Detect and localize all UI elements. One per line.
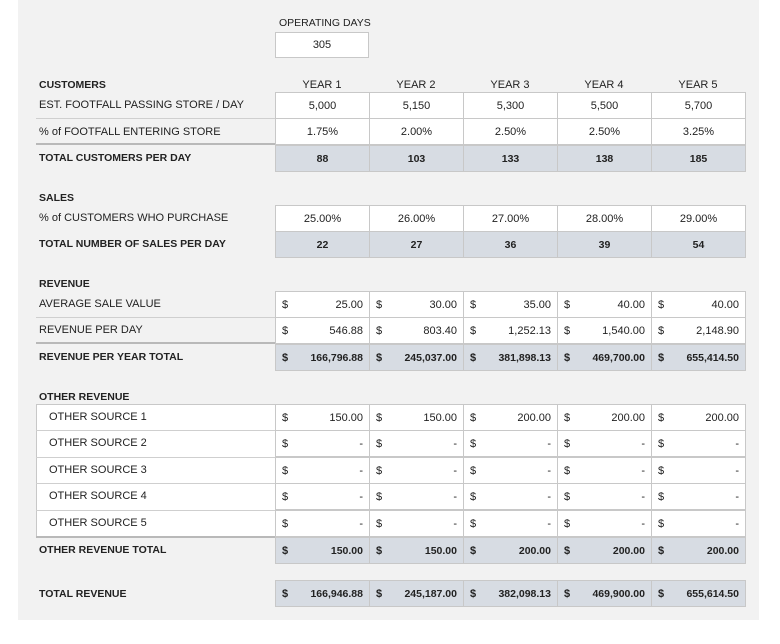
value-cell[interactable] — [463, 483, 558, 510]
cell-value: 88 — [316, 152, 329, 165]
cell-value: - — [735, 490, 739, 503]
cell-value: 200.00 — [517, 411, 551, 424]
year-header: YEAR 4 — [584, 79, 624, 91]
value-cell[interactable] — [651, 118, 746, 145]
value-cell[interactable] — [369, 317, 464, 344]
sales-title: SALES — [39, 192, 75, 204]
cell-value: - — [735, 464, 739, 477]
cell-value: - — [453, 437, 457, 450]
dollar-sign: $ — [470, 298, 477, 311]
value-cell[interactable] — [369, 92, 464, 119]
value-cell[interactable] — [651, 457, 746, 484]
cell-value: - — [735, 437, 739, 450]
total-cell — [651, 145, 746, 172]
avg-sale-label: AVERAGE SALE VALUE — [39, 298, 161, 310]
dollar-sign: $ — [564, 437, 571, 450]
cell-value: 150.00 — [330, 544, 363, 557]
value-cell[interactable] — [275, 483, 370, 510]
dollar-sign: $ — [376, 298, 383, 311]
cell-value: - — [735, 517, 739, 530]
total-cell — [651, 231, 746, 258]
value-cell[interactable] — [463, 430, 558, 457]
cell-value: 138 — [595, 152, 614, 165]
dollar-sign: $ — [282, 298, 289, 311]
cell-value: - — [641, 490, 645, 503]
value-cell[interactable] — [275, 92, 370, 119]
cell-value: 166,796.88 — [310, 351, 363, 364]
dollar-sign: $ — [658, 437, 665, 450]
cell-value: 1,540.00 — [602, 324, 645, 337]
total-cell — [369, 537, 464, 564]
dollar-sign: $ — [282, 587, 289, 600]
value-cell[interactable] — [369, 457, 464, 484]
value-cell[interactable] — [651, 291, 746, 318]
total-cell — [557, 145, 652, 172]
operating-days-label: OPERATING DAYS — [279, 17, 371, 29]
dollar-sign: $ — [376, 351, 383, 364]
total-cell — [275, 537, 370, 564]
dollar-sign: $ — [376, 587, 383, 600]
other-source-label: OTHER SOURCE 2 — [49, 437, 147, 449]
dollar-sign: $ — [282, 517, 289, 530]
dollar-sign: $ — [470, 437, 477, 450]
dollar-sign: $ — [282, 437, 289, 450]
cell-value: - — [641, 437, 645, 450]
cell-value: 40.00 — [711, 298, 739, 311]
total-cell — [369, 231, 464, 258]
value-cell[interactable] — [557, 92, 652, 119]
dollar-sign: $ — [658, 411, 665, 424]
cell-value: 150.00 — [423, 411, 457, 424]
dollar-sign: $ — [470, 587, 477, 600]
cell-value: 200.00 — [518, 544, 551, 557]
cell-value: 25.00 — [335, 298, 363, 311]
value-cell[interactable] — [275, 404, 370, 431]
total-cell — [463, 537, 558, 564]
operating-days-input[interactable]: 305 — [275, 32, 369, 58]
dollar-sign: $ — [564, 544, 571, 557]
cell-value: - — [359, 517, 363, 530]
value-cell[interactable] — [651, 404, 746, 431]
cell-value: - — [547, 517, 551, 530]
cell-value: 26.00% — [397, 212, 436, 225]
cell-value: 546.88 — [329, 324, 363, 337]
dollar-sign: $ — [564, 298, 571, 311]
dollar-sign: $ — [564, 351, 571, 364]
total-cell — [369, 580, 464, 607]
dollar-sign: $ — [658, 544, 665, 557]
value-cell[interactable] — [275, 205, 370, 232]
cell-value: 469,900.00 — [592, 587, 645, 600]
cell-value: 5,500 — [590, 99, 619, 112]
dollar-sign: $ — [564, 464, 571, 477]
value-cell[interactable] — [463, 291, 558, 318]
cell-value: 150.00 — [329, 411, 363, 424]
dollar-sign: $ — [282, 324, 289, 337]
cell-value: 200.00 — [612, 544, 645, 557]
value-cell[interactable] — [463, 404, 558, 431]
dollar-sign: $ — [376, 517, 383, 530]
total-cell — [275, 145, 370, 172]
total-cell — [557, 537, 652, 564]
other-source-label: OTHER SOURCE 4 — [49, 490, 147, 502]
cell-value: 245,187.00 — [404, 587, 457, 600]
cell-value: 185 — [689, 152, 708, 165]
spreadsheet — [18, 0, 759, 620]
value-cell[interactable] — [557, 483, 652, 510]
cell-value: 245,037.00 — [404, 351, 457, 364]
cell-value: 655,614.50 — [686, 587, 739, 600]
cell-value: 2.50% — [494, 125, 527, 138]
value-cell[interactable] — [557, 404, 652, 431]
value-cell[interactable] — [463, 118, 558, 145]
total-cell — [463, 231, 558, 258]
dollar-sign: $ — [564, 587, 571, 600]
dollar-sign: $ — [470, 351, 477, 364]
total-cell — [463, 580, 558, 607]
dollar-sign: $ — [470, 464, 477, 477]
cell-value: 803.40 — [423, 324, 457, 337]
cell-value: 36 — [504, 238, 517, 251]
dollar-sign: $ — [282, 490, 289, 503]
cell-value: 25.00% — [303, 212, 342, 225]
cell-value: 2,148.90 — [696, 324, 739, 337]
value-cell[interactable] — [369, 205, 464, 232]
cell-value: 29.00% — [679, 212, 718, 225]
value-cell[interactable] — [369, 404, 464, 431]
cell-value: 3.25% — [682, 125, 715, 138]
value-cell[interactable] — [463, 92, 558, 119]
cell-value: 655,414.50 — [686, 351, 739, 364]
cell-value: 40.00 — [617, 298, 645, 311]
value-cell[interactable] — [463, 510, 558, 537]
value-cell[interactable] — [275, 118, 370, 145]
value-cell[interactable] — [557, 205, 652, 232]
other-source-label: OTHER SOURCE 1 — [49, 411, 147, 423]
cell-value: - — [641, 464, 645, 477]
cell-value: - — [547, 437, 551, 450]
value-cell[interactable] — [275, 510, 370, 537]
total-sales-label: TOTAL NUMBER OF SALES PER DAY — [39, 238, 226, 250]
total-cell — [463, 145, 558, 172]
value-cell[interactable] — [463, 317, 558, 344]
cell-value: - — [359, 437, 363, 450]
cell-value: - — [547, 464, 551, 477]
year-header: YEAR 3 — [490, 79, 530, 91]
value-cell[interactable] — [557, 118, 652, 145]
value-cell[interactable] — [651, 92, 746, 119]
value-cell[interactable] — [557, 510, 652, 537]
total-cell — [557, 344, 652, 371]
value-cell[interactable] — [275, 291, 370, 318]
value-cell[interactable] — [369, 118, 464, 145]
revenue-title: REVENUE — [39, 278, 90, 290]
total-cell — [651, 344, 746, 371]
dollar-sign: $ — [376, 544, 383, 557]
cell-value: - — [453, 464, 457, 477]
total-revenue-label: TOTAL REVENUE — [39, 588, 127, 600]
footfall-label: EST. FOOTFALL PASSING STORE / DAY — [39, 99, 244, 111]
value-cell[interactable] — [463, 457, 558, 484]
year-header: YEAR 5 — [678, 79, 718, 91]
cell-value: 200.00 — [706, 544, 739, 557]
value-cell[interactable] — [651, 317, 746, 344]
dollar-sign: $ — [658, 351, 665, 364]
value-cell[interactable] — [557, 317, 652, 344]
cell-value: - — [453, 517, 457, 530]
cell-value: 1.75% — [306, 125, 339, 138]
value-cell[interactable] — [557, 457, 652, 484]
dollar-sign: $ — [282, 464, 289, 477]
cell-value: 133 — [501, 152, 520, 165]
dollar-sign: $ — [564, 411, 571, 424]
total-customers-label: TOTAL CUSTOMERS PER DAY — [39, 152, 192, 164]
value-cell[interactable] — [557, 291, 652, 318]
cell-value: 35.00 — [523, 298, 551, 311]
dollar-sign: $ — [376, 464, 383, 477]
cell-value: 1,252.13 — [508, 324, 551, 337]
value-cell[interactable] — [369, 510, 464, 537]
total-cell — [651, 537, 746, 564]
value-cell[interactable] — [275, 457, 370, 484]
cell-value: 200.00 — [705, 411, 739, 424]
cell-value: 54 — [692, 238, 705, 251]
cell-value: 5,150 — [402, 99, 431, 112]
other-revenue-title: OTHER REVENUE — [39, 391, 130, 403]
cell-value: 30.00 — [429, 298, 457, 311]
cell-value: - — [359, 490, 363, 503]
dollar-sign: $ — [658, 517, 665, 530]
dollar-sign: $ — [470, 411, 477, 424]
cell-value: 200.00 — [611, 411, 645, 424]
dollar-sign: $ — [376, 324, 383, 337]
total-cell — [463, 344, 558, 371]
cell-value: - — [641, 517, 645, 530]
total-cell — [369, 145, 464, 172]
value-cell[interactable] — [651, 510, 746, 537]
dollar-sign: $ — [282, 411, 289, 424]
revenue-per-year-label: REVENUE PER YEAR TOTAL — [39, 351, 184, 363]
value-cell[interactable] — [369, 483, 464, 510]
dollar-sign: $ — [282, 351, 289, 364]
dollar-sign: $ — [564, 490, 571, 503]
total-cell — [369, 344, 464, 371]
cell-value: - — [453, 490, 457, 503]
cell-value: - — [359, 464, 363, 477]
cell-value: 150.00 — [424, 544, 457, 557]
total-cell — [651, 580, 746, 607]
dollar-sign: $ — [658, 298, 665, 311]
year-header: YEAR 1 — [302, 79, 342, 91]
revenue-per-day-label: REVENUE PER DAY — [39, 324, 143, 336]
total-cell — [557, 580, 652, 607]
value-cell[interactable] — [369, 430, 464, 457]
customers-title: CUSTOMERS — [39, 79, 106, 91]
value-cell[interactable] — [369, 291, 464, 318]
dollar-sign: $ — [282, 544, 289, 557]
year-header: YEAR 2 — [396, 79, 436, 91]
cell-value: 5,700 — [684, 99, 713, 112]
other-revenue-total-label: OTHER REVENUE TOTAL — [39, 544, 167, 556]
dollar-sign: $ — [376, 490, 383, 503]
cell-value: 22 — [316, 238, 329, 251]
dollar-sign: $ — [376, 411, 383, 424]
cell-value: 103 — [407, 152, 426, 165]
dollar-sign: $ — [564, 324, 571, 337]
dollar-sign: $ — [470, 517, 477, 530]
cell-value: 27 — [410, 238, 423, 251]
dollar-sign: $ — [470, 544, 477, 557]
value-cell[interactable] — [463, 205, 558, 232]
value-cell[interactable] — [557, 430, 652, 457]
value-cell[interactable] — [275, 430, 370, 457]
total-cell — [557, 231, 652, 258]
value-cell[interactable] — [651, 483, 746, 510]
other-source-label: OTHER SOURCE 3 — [49, 464, 147, 476]
dollar-sign: $ — [564, 517, 571, 530]
dollar-sign: $ — [658, 587, 665, 600]
cell-value: 2.50% — [588, 125, 621, 138]
dollar-sign: $ — [658, 464, 665, 477]
cell-value: 5,300 — [496, 99, 525, 112]
dollar-sign: $ — [376, 437, 383, 450]
cell-value: - — [547, 490, 551, 503]
cell-value: 5,000 — [308, 99, 337, 112]
total-cell — [275, 344, 370, 371]
cell-value: 382,098.13 — [498, 587, 551, 600]
cell-value: 2.00% — [400, 125, 433, 138]
entering-label: % of FOOTFALL ENTERING STORE — [39, 126, 221, 138]
total-cell — [275, 231, 370, 258]
cell-value: 381,898.13 — [498, 351, 551, 364]
dollar-sign: $ — [470, 490, 477, 503]
dollar-sign: $ — [658, 324, 665, 337]
value-cell[interactable] — [275, 317, 370, 344]
total-cell — [275, 580, 370, 607]
value-cell[interactable] — [651, 430, 746, 457]
value-cell[interactable] — [651, 205, 746, 232]
dollar-sign: $ — [470, 324, 477, 337]
other-source-label: OTHER SOURCE 5 — [49, 517, 147, 529]
dollar-sign: $ — [658, 490, 665, 503]
cell-value: 166,946.88 — [310, 587, 363, 600]
cell-value: 28.00% — [585, 212, 624, 225]
cell-value: 39 — [598, 238, 611, 251]
cell-value: 469,700.00 — [592, 351, 645, 364]
purchase-label: % of CUSTOMERS WHO PURCHASE — [39, 212, 229, 224]
cell-value: 27.00% — [491, 212, 530, 225]
